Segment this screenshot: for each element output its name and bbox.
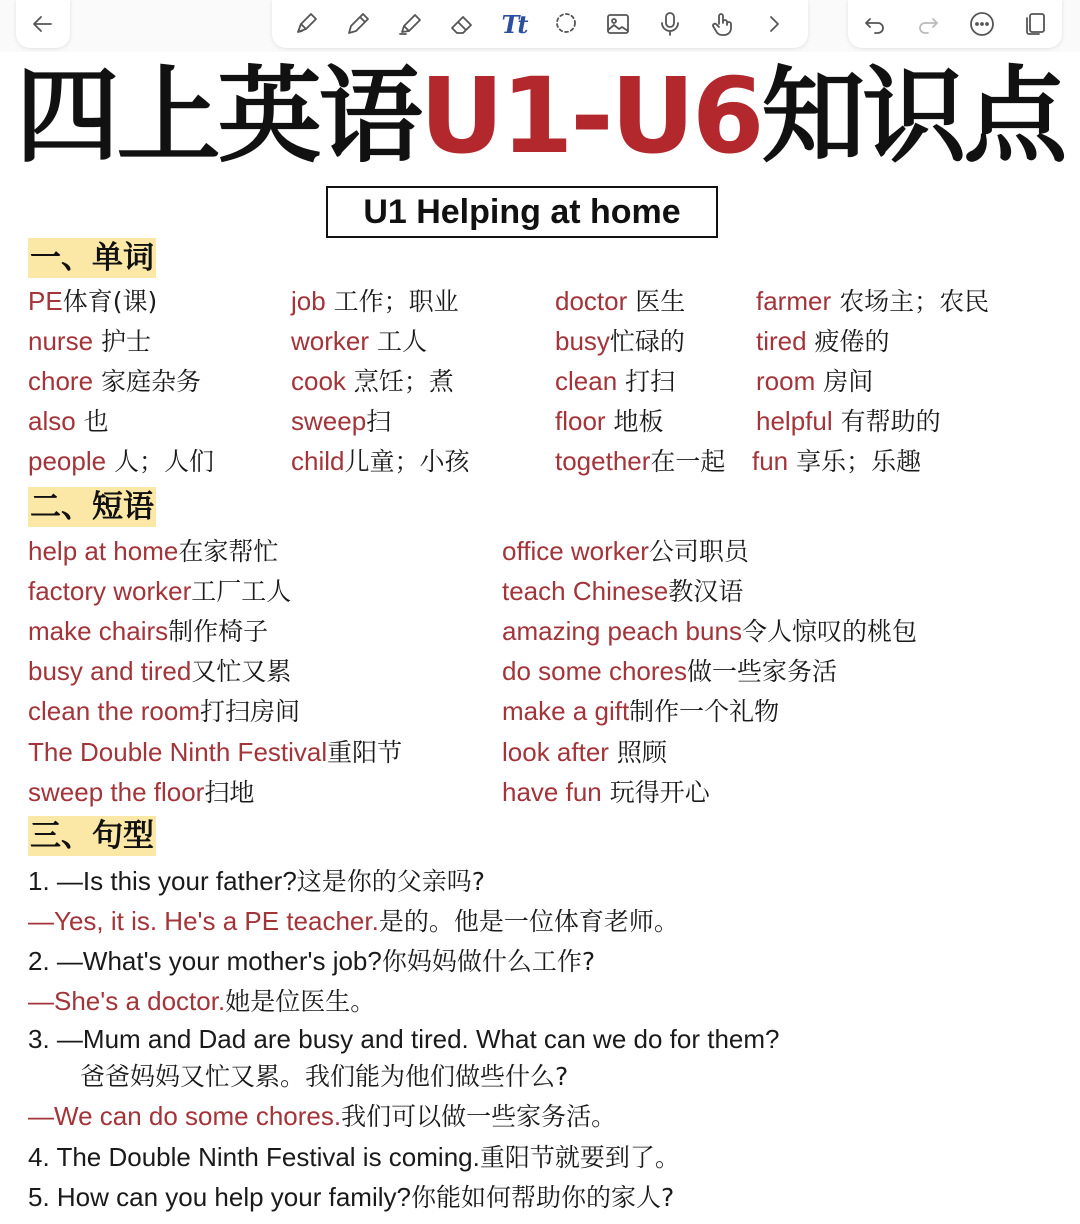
image-icon [604,10,632,38]
toolbar [0,0,1080,52]
word-item: nurse 护士 [28,326,151,356]
chevron-right-icon [760,10,788,38]
image-tool-button[interactable] [599,5,637,43]
microphone-tool-button[interactable] [651,5,689,43]
gesture-tool-button[interactable] [703,5,741,43]
sentence-line: 1. —Is this your father?这是你的父亲吗? [28,866,486,896]
word-item: child儿童；小孩 [291,446,470,476]
sentence-line: 2. —What's your mother's job?你妈妈做什么工作? [28,946,596,976]
eraser-tool-button[interactable] [443,5,481,43]
sentence-answer: —Yes, it is. He's a PE teacher.是的。他是一位体育老师。 [28,906,679,936]
phrase-item: office worker公司职员 [502,536,749,566]
redo-icon [914,10,942,38]
word-item: also 也 [28,406,109,436]
sentence-line: 4. The Double Ninth Festival is coming.重阳节就要到了。 [28,1142,680,1172]
page-title [0,56,1080,176]
highlighter-tool-button[interactable] [391,5,429,43]
undo-button[interactable] [856,5,894,43]
phrase-item: look after 照顾 [502,737,667,767]
phrase-item: amazing peach buns令人惊叹的桃包 [502,616,917,646]
title-part-2: U1-U6 [419,55,762,177]
title-part-3: 知识点 [761,55,1065,177]
unit-title: U1 Helping at home [326,186,718,238]
word-item: room 房间 [756,366,874,396]
toolbar-tools-group [272,0,808,48]
word-item: cook 烹饪；煮 [291,366,454,396]
word-item: people 人；人们 [28,446,215,476]
pages-icon [1021,10,1049,38]
sentences-heading: 三、句型 [30,818,154,854]
microphone-icon [656,10,684,38]
pen-tool-button[interactable] [287,5,325,43]
word-item: worker 工人 [291,326,427,356]
word-item: fun 享乐；乐趣 [752,446,922,476]
toolbar-right-group [848,0,1062,48]
word-item: busy忙碌的 [555,326,685,356]
sentence-line: 3. —Mum and Dad are busy and tired. What can we do for them? [28,1024,780,1054]
more-icon [968,10,996,38]
highlighter-icon [396,10,424,38]
more-tools-button[interactable] [755,5,793,43]
pencil-icon [344,10,372,38]
word-item: clean 打扫 [555,366,676,396]
word-item: farmer 农场主；农民 [756,286,990,316]
text-tool-icon: Tt [501,9,527,39]
back-arrow-icon [29,10,57,38]
eraser-icon [448,10,476,38]
pages-button[interactable] [1016,5,1054,43]
sentence-line: 5. How can you help your family?你能如何帮助你的家人? [28,1182,675,1212]
back-button[interactable] [24,5,62,43]
word-item: job 工作；职业 [291,286,459,316]
pencil-tool-button[interactable] [339,5,377,43]
word-item: tired 疲倦的 [756,326,890,356]
phrase-item: The Double Ninth Festival重阳节 [28,737,403,767]
word-item: floor 地板 [555,406,664,436]
phrase-item: do some chores做一些家务活 [502,656,837,686]
word-item: PE体育(课) [28,286,158,316]
phrase-item: clean the room打扫房间 [28,696,300,726]
lasso-tool-button[interactable] [547,5,585,43]
phrase-item: help at home在家帮忙 [28,536,279,566]
words-heading: 一、单词 [30,240,154,276]
touch-gesture-icon [708,10,736,38]
phrase-item: factory worker工厂工人 [28,576,292,606]
sentence-answer: —She's a doctor.她是位医生。 [28,986,376,1016]
title-part-1: 四上英语 [15,55,420,177]
more-options-button[interactable] [963,5,1001,43]
toolbar-left-group [16,0,70,48]
sentence-answer: —We can do some chores.我们可以做一些家务活。 [28,1101,617,1131]
phrase-item: teach Chinese教汉语 [502,576,744,606]
word-item: sweep扫 [291,406,392,436]
sentence-translation: 爸爸妈妈又忙又累。我们能为他们做些什么? [80,1062,569,1091]
phrase-item: sweep the floor扫地 [28,777,255,807]
phrase-item: make chairs制作椅子 [28,616,269,646]
word-item: together在一起 [555,446,726,476]
phrases-heading: 二、短语 [30,489,154,525]
word-item: chore 家庭杂务 [28,366,201,396]
phrase-item: make a gift制作一个礼物 [502,696,780,726]
word-item: doctor 医生 [555,286,686,316]
phrase-item: have fun 玩得开心 [502,777,710,807]
text-tool-button[interactable] [495,5,533,43]
lasso-icon [552,10,580,38]
pen-icon [292,10,320,38]
undo-icon [861,10,889,38]
phrase-item: busy and tired又忙又累 [28,656,292,686]
word-item: helpful 有帮助的 [756,406,941,436]
redo-button[interactable] [909,5,947,43]
